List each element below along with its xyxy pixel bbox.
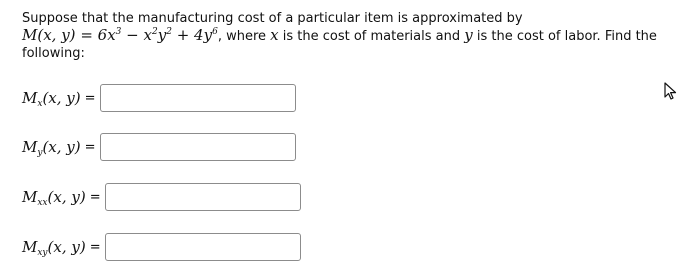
label-subscript: xy: [37, 248, 48, 258]
label-args: (x, y): [42, 89, 81, 107]
equals-sign: =: [89, 189, 101, 205]
function-equals: =: [75, 26, 98, 44]
answer-row-my: [22, 131, 296, 163]
problem-statement: [22, 10, 682, 62]
problem-intro: Suppose that the manufacturing cost of a particular item is approximated by: [22, 11, 523, 26]
answer-row-mxy: [22, 231, 301, 263]
term-2b: y: [157, 26, 167, 44]
label-args: (x, y): [47, 238, 86, 256]
term-1-exponent: 3: [115, 27, 122, 37]
equals-sign: =: [84, 139, 96, 155]
mxx-answer-input[interactable]: [105, 183, 301, 211]
mx-answer-input[interactable]: [100, 84, 296, 112]
minus-sign: −: [121, 26, 144, 44]
problem-mid-1: , where: [217, 29, 271, 44]
term-3: 4y: [194, 26, 213, 44]
variable-x: x: [270, 26, 279, 44]
answer-label-my: [22, 138, 81, 156]
answer-row-mx: [22, 82, 296, 114]
cost-function: [22, 26, 218, 44]
label-args: (x, y): [47, 188, 86, 206]
variable-y: y: [464, 26, 473, 44]
equals-sign: =: [84, 90, 96, 106]
problem-mid-2: is the cost of materials and: [278, 29, 465, 44]
mxy-answer-input[interactable]: [105, 233, 301, 261]
label-args: (x, y): [42, 138, 81, 156]
answer-label-mxx: [22, 188, 86, 206]
plus-sign: +: [171, 26, 195, 44]
label-base: M: [22, 89, 38, 107]
problem-mid-3: is the cost of labor. Find the: [472, 29, 657, 44]
arrow-pointer-icon: [664, 82, 678, 100]
label-base: M: [22, 188, 38, 206]
label-subscript: x: [37, 99, 43, 109]
function-lhs: M(x, y): [22, 26, 76, 44]
answer-row-mxx: [22, 181, 301, 213]
label-subscript: xx: [37, 198, 48, 208]
label-base: M: [22, 138, 38, 156]
my-answer-input[interactable]: [100, 133, 296, 161]
answer-label-mxy: [22, 238, 86, 256]
term-1: 6x: [97, 26, 116, 44]
problem-outro: following:: [22, 46, 85, 61]
answer-label-mx: [22, 89, 81, 107]
term-2a: x: [143, 26, 152, 44]
term-3-exponent: 6: [212, 27, 218, 37]
label-subscript: y: [37, 148, 43, 158]
label-base: M: [22, 238, 38, 256]
term-2a-exponent: 2: [151, 27, 158, 37]
equals-sign: =: [89, 239, 101, 255]
term-2b-exponent: 2: [166, 27, 172, 37]
